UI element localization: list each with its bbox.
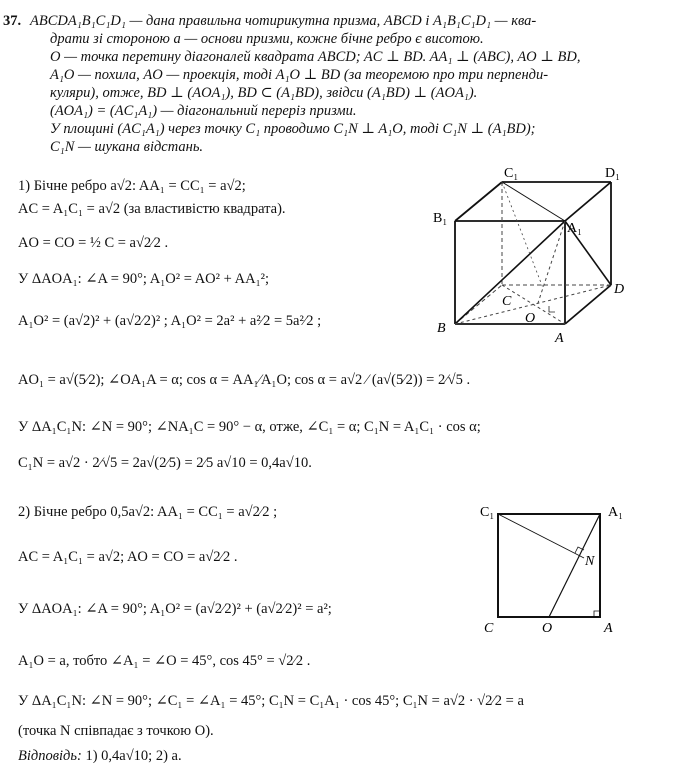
intro-line: A₁O — похила, AO — проекція, тоді A₁O ⊥ BD (за теоремою про три перпенди- (50, 67, 549, 83)
label-c1: C₁ (504, 166, 519, 181)
intro-line: драти зі стороною a — основи призми, кожне бічне ребро є висотою. (50, 31, 484, 47)
label-o: O (525, 311, 536, 326)
intro-line: куляри), отже, BD ⊥ (AOA₁), BD ⊂ (A₁BD), звідси (A₁BD) ⊥ (AOA₁). (50, 85, 478, 101)
intro-line: (AOA₁) = (AC₁A₁) — діагональний переріз призми. (50, 103, 357, 119)
case1-line: AO₁ = a√(5⁄2); ∠OA₁A = α; cos α = AA₁⁄A₁O; cos α = a√2 ⁄ (a√(5⁄2)) = 2⁄√5 . (18, 372, 471, 388)
case2-line: 2) Бічне ребро 0,5a√2: AA₁ = CC₁ = a√2⁄2 ; (18, 504, 278, 520)
case1-line: C₁N = a√2 · 2⁄√5 = 2a√(2⁄5) = 2⁄5 a√10 = 0,4a√10. (18, 455, 312, 471)
segment-c1n (498, 514, 584, 558)
label-b: B (437, 321, 446, 336)
prism-edge (565, 285, 611, 324)
case2-line: У ΔA₁C₁N: ∠N = 90°; ∠C₁ = ∠A₁ = 45°; C₁N = C₁A₁ · cos 45°; C₁N = a√2 · √2⁄2 = a (18, 693, 524, 709)
answer-text: 1) 0,4a√10; 2) a. (81, 748, 182, 764)
answer-label: Відповідь: (18, 748, 82, 764)
case1-line: У ΔA₁C₁N: ∠N = 90°; ∠NA₁C = 90° − α, отже, ∠C₁ = α; C₁N = A₁C₁ · cos α; (18, 419, 481, 435)
section-figure (472, 500, 632, 640)
segment-c1n (502, 182, 543, 288)
prism-figure (425, 160, 670, 350)
label-c: C (484, 621, 494, 636)
label-d: D (614, 282, 625, 297)
case1-line: AC = A₁C₁ = a√2 (за властивістю квадрата). (18, 201, 286, 217)
label-c: C (502, 294, 512, 309)
case2-line: (точка N співпадає з точкою O). (18, 723, 214, 739)
intro-line: У площині (AC₁A₁) через точку C₁ проводимо C₁N ⊥ A₁O, тоді C₁N ⊥ (A₁BD); (50, 121, 536, 137)
right-angle-mark (549, 306, 555, 312)
label-a: A (555, 331, 564, 346)
answer-line (18, 747, 182, 765)
case2-line: A₁O = a, тобто ∠A₁ = ∠O = 45°, cos 45° = √2⁄2 . (18, 653, 311, 669)
label-c1: C₁ (480, 505, 495, 520)
diagonal-c1a1 (502, 182, 565, 221)
label-a1: A₁ (567, 221, 582, 236)
label-d1: D₁ (605, 166, 620, 181)
case1-line: A₁O² = (a√2)² + (a√2⁄2)² ; A₁O² = 2a² + a²⁄2 = 5a²⁄2 ; (18, 313, 322, 329)
label-b1: B₁ (433, 211, 448, 226)
label-o: O (542, 621, 553, 636)
intro-line: C₁N — шукана відстань. (50, 139, 204, 155)
case2-line: AC = A₁C₁ = a√2; AO = CO = a√2⁄2 . (18, 549, 238, 565)
intro-line: O — точка перетину діагоналей квадрата ABCD; AC ⊥ BD. AA₁ ⊥ (ABC), AO ⊥ BD, (50, 49, 581, 65)
intro-line: ABCDA₁B₁C₁D₁ — дана правильна чотирикутна призма, ABCD і A₁B₁C₁D₁ — ква- (30, 13, 537, 29)
case1-line: 1) Бічне ребро a√2: AA₁ = CC₁ = a√2; (18, 178, 246, 194)
label-n: N (585, 554, 595, 569)
case2-line: У ΔAOA₁: ∠A = 90°; A₁O² = (a√2⁄2)² + (a√2⁄2)² = a²; (18, 601, 332, 617)
problem-number: 37. (3, 13, 22, 29)
case1-line: AO = CO = ½ C = a√2⁄2 . (18, 235, 169, 251)
label-a1: A₁ (608, 505, 623, 520)
case1-line: У ΔAOA₁: ∠A = 90°; A₁O² = AO² + AA₁²; (18, 271, 270, 287)
label-a: A (604, 621, 613, 636)
prism-edge (565, 182, 611, 221)
prism-edge (455, 182, 502, 221)
